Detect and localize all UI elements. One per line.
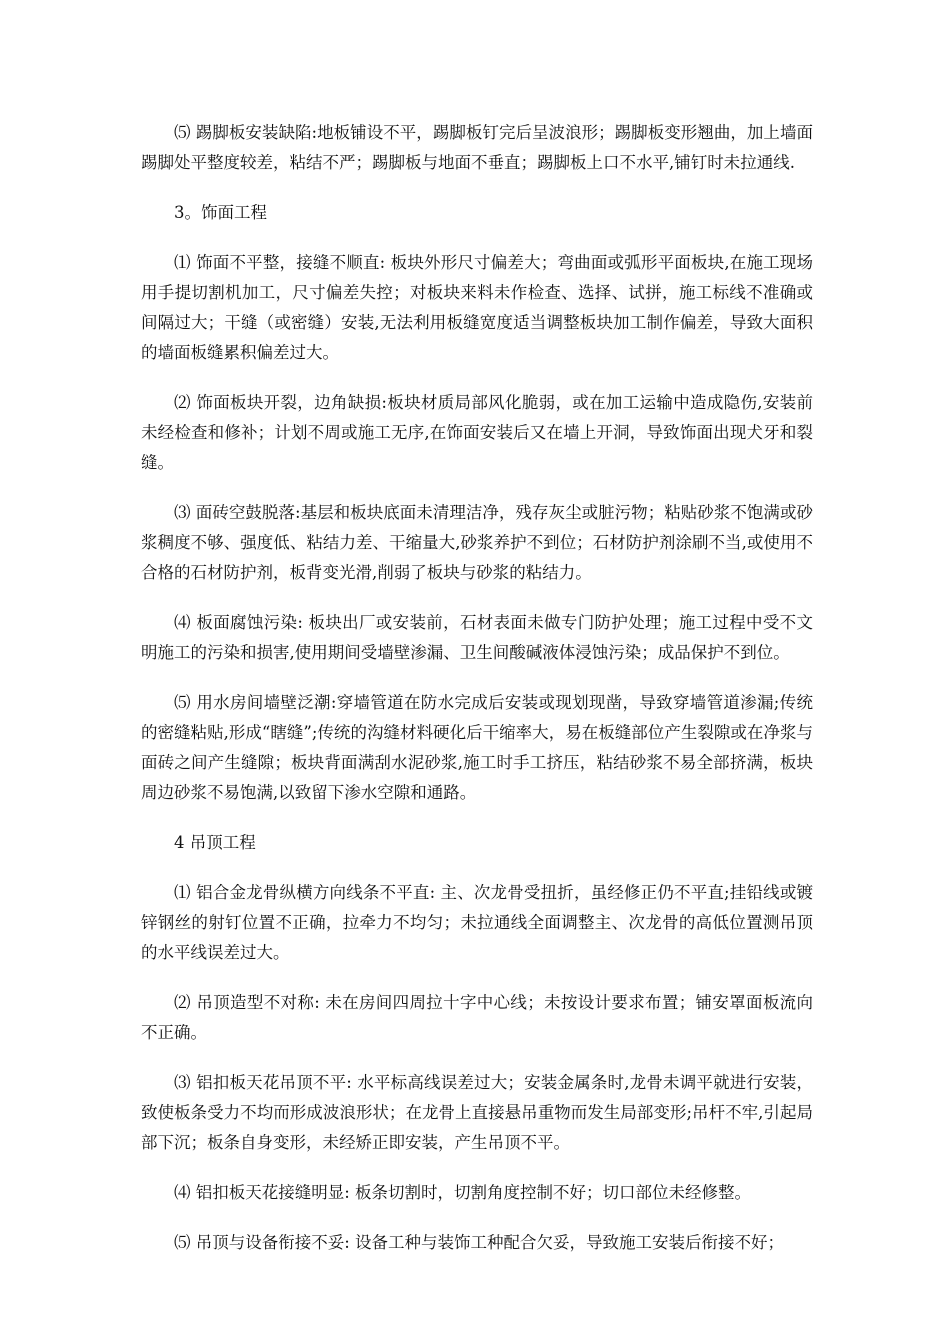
paragraph-equipment-interface: ⑸ 吊顶与设备衔接不妥: 设备工种与装饰工种配合欠妥，导致施工安装后衔接不好； [174, 1233, 785, 1252]
paragraph-baseboard-defects: ⑸ 踢脚板安装缺陷:地板铺设不平，踢脚板钉完后呈波浪形；踢脚板变形翘曲，加上墙面踢脚处平整度较差，粘结不严；踢脚板与地面不垂直；踢脚板上口不水平,铺钉时未拉通线. [141, 123, 813, 172]
paragraph-wall-dampness: ⑸ 用水房间墙壁泛潮:穿墙管道在防水完成后安装或现划现凿，导致穿墙管道渗漏;传统的密缝粘贴,形成“瞎缝”;传统的沟缝材料硬化后干缩率大，易在板缝部位产生裂隙或在净浆与面砖之间产生缝隙；板块背面满刮水泥砂浆,施工时手工挤压，粘结砂浆不易全部挤满，板块周边砂浆不易饱满,以致留下渗水空隙和通路。 [141, 693, 813, 802]
paragraph-tile-hollowing: ⑶ 面砖空鼓脱落:基层和板块底面未清理洁净，残存灰尘或脏污物；粘贴砂浆不饱满或砂浆稠度不够、强度低、粘结力差、干缩量大,砂浆养护不到位；石材防护剂涂刷不当,或使用不合格的石材防护剂，板背变光滑,削弱了板块与砂浆的粘结力。 [141, 503, 813, 582]
paragraph-surface-corrosion: ⑷ 板面腐蚀污染: 板块出厂或安装前，石材表面未做专门防护处理；施工过程中受不文明施工的污染和损害,使用期间受墙壁渗漏、卫生间酸碱液体浸蚀污染；成品保护不到位。 [141, 613, 813, 662]
paragraph-facing-uneven: ⑴ 饰面不平整，接缝不顺直: 板块外形尺寸偏差大；弯曲面或弧形平面板块,在施工现场用手提切割机加工，尺寸偏差失控；对板块来料未作检查、选择、试拼，施工标线不准确或间隔过大；干缝（或密缝）安装,无法利用板缝宽度适当调整板块加工制作偏差，导致大面积的墙面板缝累积偏差过大。 [141, 253, 813, 362]
paragraph-ceiling-uneven: ⑶ 铝扣板天花吊顶不平: 水平标高线误差过大；安装金属条时,龙骨未调平就进行安装，致使板条受力不均而形成波浪形状；在龙骨上直接悬吊重物而发生局部变形;吊杆不牢,引起局部下沉；板条自身变形，未经矫正即安装，产生吊顶不平。 [141, 1073, 813, 1152]
section-heading-ceiling-works: 4 吊顶工程 [174, 833, 256, 852]
paragraph-facing-cracking: ⑵ 饰面板块开裂，边角缺损:板块材质局部风化脆弱，或在加工运输中造成隐伤,安装前未经检查和修补；计划不周或施工无序,在饰面安装后又在墙上开洞，导致饰面出现犬牙和裂缝。 [141, 393, 813, 472]
document-body [141, 118, 813, 1278]
paragraph-visible-seams: ⑷ 铝扣板天花接缝明显: 板条切割时，切割角度控制不好；切口部位未经修整。 [174, 1183, 752, 1202]
paragraph-ceiling-asymmetry: ⑵ 吊顶造型不对称: 未在房间四周拉十字中心线；未按设计要求布置；铺安罩面板流向不正确。 [141, 993, 813, 1042]
section-heading-facing-works: 3。饰面工程 [174, 203, 267, 222]
paragraph-keel-not-straight: ⑴ 铝合金龙骨纵横方向线条不平直: 主、次龙骨受扭折，虽经修正仍不平直;挂铅线或镀锌钢丝的射钉位置不正确，拉牵力不均匀；未拉通线全面调整主、次龙骨的高低位置测吊顶的水平线误差过大。 [141, 883, 813, 962]
